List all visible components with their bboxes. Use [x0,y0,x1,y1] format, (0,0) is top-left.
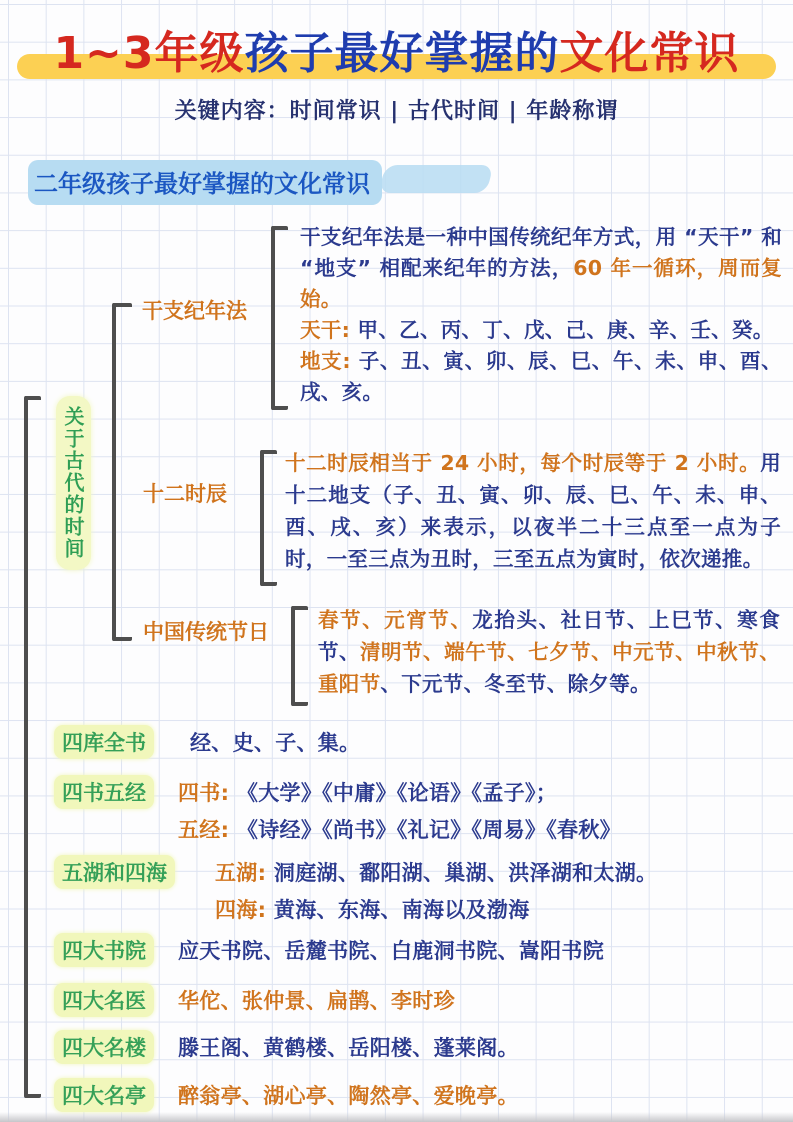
branch-label-ganzhi: 干支纪年法 [142,299,247,323]
list-line: 四海: 黄海、东海、南海以及渤海 [215,898,530,922]
desc-paragraph: 十二时辰相当于 24 小时，每个时辰等于 2 小时。用十二地支（子、丑、寅、卯、辰、巳、午、未、申、酉、戌、亥）来表示，以夜半二十三点至一点为子时，一至三点为丑时，三至五点为寅时，依次递推。 [285,451,781,571]
list-label-wuhusihai: 五湖和四海 [54,855,175,889]
list-line: 滕王阁、黄鹤楼、岳阳楼、蓬莱阁。 [178,1036,519,1060]
section-header-text: 二年级孩子最好掌握的文化常识 [28,160,382,205]
section-header [28,160,382,205]
list-label-sishuwujing: 四书五经 [54,775,154,809]
shichen-desc-bracket [260,450,277,586]
page-header [0,24,793,88]
list-label-minglou: 四大名楼 [54,1030,154,1064]
list-label-mingyi: 四大名医 [54,983,154,1017]
list-line: 应天书院、岳麓书院、白鹿洞书院、嵩阳书院 [178,939,604,963]
list-line: 四书: 《大学》《中庸》《论语》《孟子》； [178,781,558,805]
desc-paragraph: 地支: 子、丑、寅、卯、辰、巳、午、未、申、酉、戌、亥。 [300,349,782,404]
branch-desc-festivals [318,604,780,700]
branch-desc-shichen [285,447,781,575]
festivals-desc-bracket [291,606,308,706]
list-line: 华佗、张仲景、扁鹊、李时珍 [178,989,455,1013]
desc-paragraph: 天干: 甲、乙、丙、丁、戊、己、庚、辛、壬、癸。 [300,318,774,342]
page-title: 1~3年级孩子最好掌握的文化常识 [53,28,740,79]
list-label-mingting: 四大名亭 [54,1078,154,1112]
branch-desc-ganzhi [300,222,782,408]
ganzhi-desc-bracket [271,226,288,410]
list-line: 五湖: 洞庭湖、鄱阳湖、巢湖、洪泽湖和太湖。 [215,861,658,885]
page-bottom-edge [0,1112,793,1122]
page-subtitle: 关键内容：时间常识 | 古代时间 | 年龄称谓 [174,99,619,124]
branch-label-shichen: 十二时辰 [143,482,227,506]
desc-paragraph: 干支纪年法是一种中国传统纪年方式，用 “天干” 和 “地支” 相配来纪年的方法，60 年一循环，周而复始。 [300,225,782,311]
ancient-time-group-bracket [112,303,132,641]
list-label-shuyuan: 四大书院 [54,933,154,967]
desc-paragraph: 春节、元宵节、龙抬头、社日节、上巳节、寒食节、清明节、端午节、七夕节、中元节、中秋节、重阳节、下元节、冬至节、除夕等。 [318,608,781,696]
branch-label-festivals: 中国传统节日 [143,620,269,644]
outer-group-bracket [24,396,41,1098]
group-label-ancient-time: 关于古代的时间 [56,396,91,570]
list-line: 经、史、子、集。 [190,731,361,755]
list-line: 醉翁亭、湖心亭、陶然亭、爱晚亭。 [178,1084,519,1108]
list-line: 五经: 《诗经》《尚书》《礼记》《周易》《春秋》 [178,818,621,842]
list-label-siku: 四库全书 [54,725,154,759]
